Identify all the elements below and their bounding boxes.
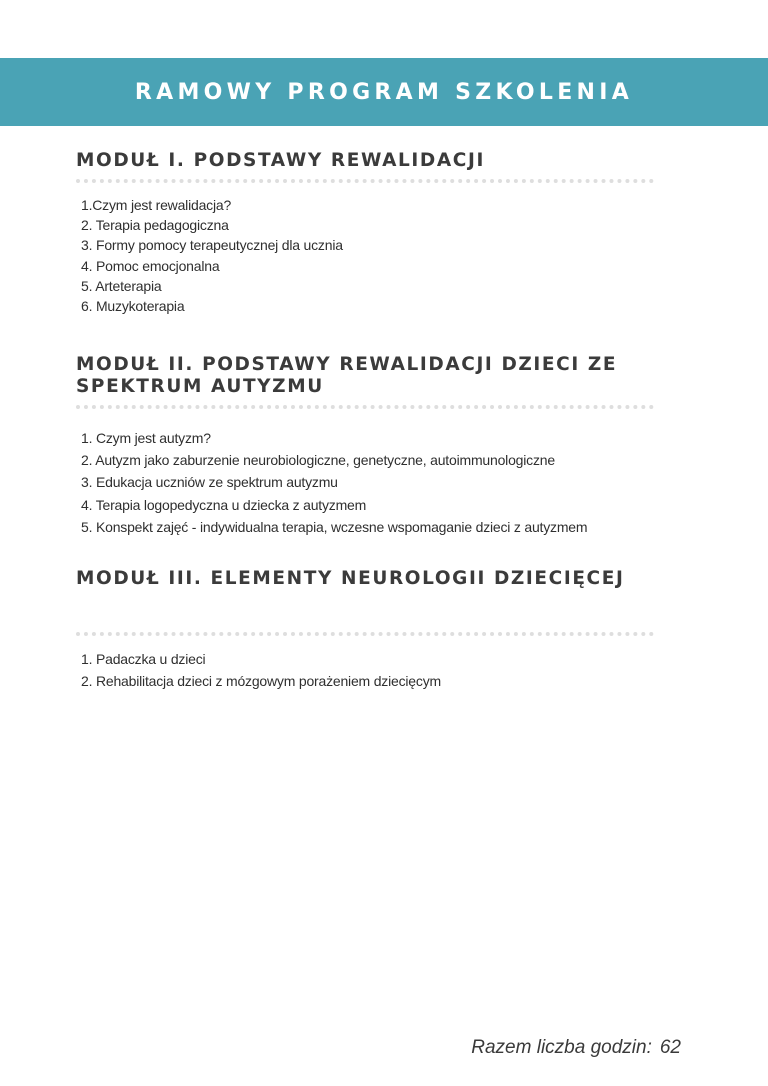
page-title: RAMOWY PROGRAM SZKOLENIA <box>134 79 634 105</box>
module-3-title <box>76 568 696 590</box>
module-2-topic-list <box>76 427 696 538</box>
list-item: 3. Formy pomocy terapeutycznej dla ucznia <box>81 237 343 254</box>
module-2-title <box>76 354 696 398</box>
dotted-divider <box>76 179 654 183</box>
dotted-divider <box>76 405 654 409</box>
module-2 <box>76 354 696 538</box>
list-item: 1. Padaczka u dzieci <box>81 651 206 667</box>
module-3-title-text: MODUŁ III. ELEMENTY NEUROLOGII DZIECIĘCEJ <box>76 568 625 589</box>
module-2-title-line-2: SPEKTRUM AUTYZMU <box>76 376 324 397</box>
total-hours <box>471 1037 681 1059</box>
list-item: 2. Autyzm jako zaburzenie neurobiologiczne, genetyczne, autoimmunologiczne <box>81 452 555 469</box>
dotted-divider <box>76 632 654 636</box>
module-1 <box>76 150 696 316</box>
module-2-title-line-1: MODUŁ II. PODSTAWY REWALIDACJI DZIECI ZE <box>76 354 618 375</box>
list-item: 4. Terapia logopedyczna u dziecka z autyzmem <box>81 496 367 513</box>
total-hours-value: 62 <box>659 1037 681 1058</box>
list-item: 4. Pomoc emocjonalna <box>81 257 220 274</box>
module-3-topic-list <box>76 648 696 692</box>
list-item: 1.Czym jest rewalidacja? <box>81 197 232 213</box>
list-item: 5. Arteterapia <box>81 277 162 294</box>
list-item: 3. Edukacja uczniów ze spektrum autyzmu <box>81 474 338 491</box>
module-1-title <box>76 150 696 172</box>
list-item: 1. Czym jest autyzm? <box>81 430 211 446</box>
header-banner <box>0 58 768 126</box>
total-hours-label: Razem liczba godzin: <box>471 1037 652 1058</box>
list-item: 5. Konspekt zajęć - indywidualna terapia, wczesne wspomaganie dzieci z autyzmem <box>81 518 588 535</box>
list-item: 2. Terapia pedagogiczna <box>81 217 229 234</box>
module-1-title-text: MODUŁ I. PODSTAWY REWALIDACJI <box>76 150 485 171</box>
module-1-topic-list <box>76 195 696 316</box>
module-3 <box>76 568 696 692</box>
list-item: 6. Muzykoterapia <box>81 298 185 315</box>
list-item: 2. Rehabilitacja dzieci z mózgowym porażeniem dziecięcym <box>81 673 441 689</box>
